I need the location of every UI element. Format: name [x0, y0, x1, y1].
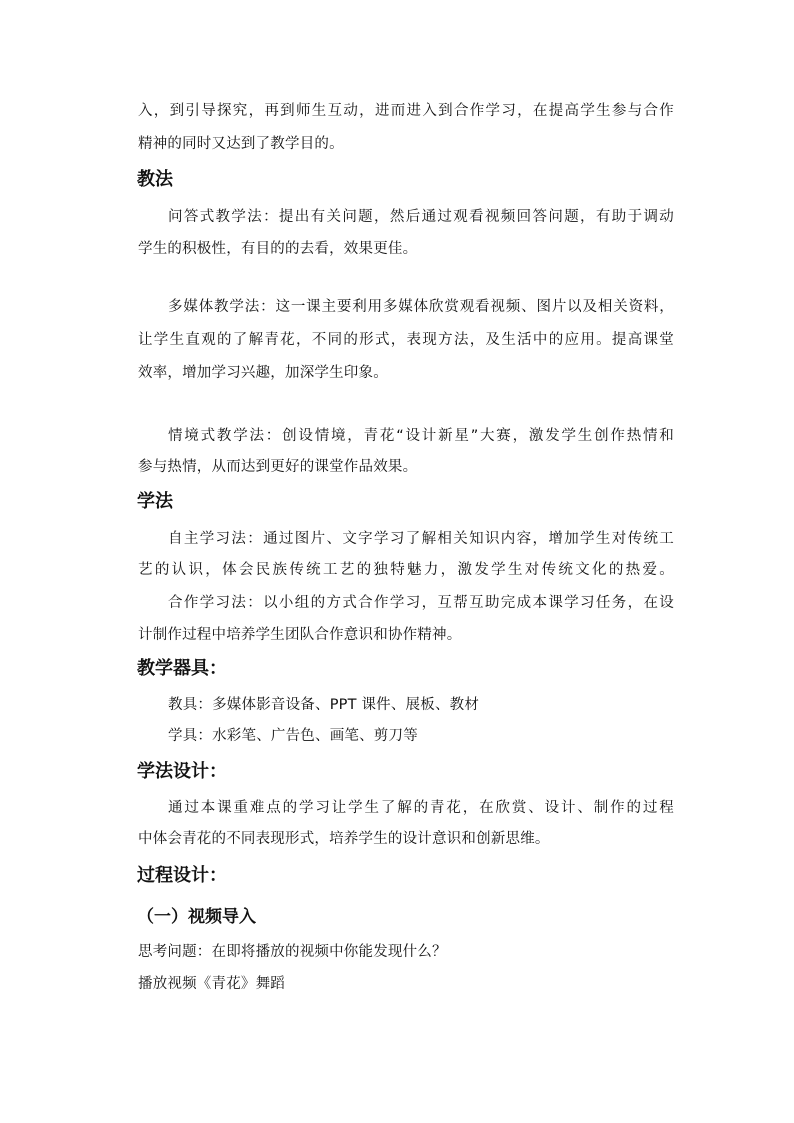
intro-line-1: 入，到引导探究，再到师生互动，进而进入到合作学习，在提高学生参与合作 — [138, 103, 674, 119]
situational-method-line-2: 参与热情，从而达到更好的课堂作品效果。 — [138, 459, 418, 475]
self-study-line-1: 自主学习法：通过图片、文字学习了解相关知识内容，增加学生对传统工 — [168, 531, 674, 547]
qa-method-line-2: 学生的积极性，有目的的去看，效果更佳。 — [138, 241, 418, 257]
study-design-heading: 学法设计： — [137, 761, 227, 782]
study-design-line-1: 通过本课重难点的学习让学生了解的青花，在欣赏、设计、制作的过程 — [168, 800, 674, 816]
multimedia-method-line-3: 效率，增加学习兴趣，加深学生印象。 — [138, 365, 388, 381]
situational-method-line-1: 情境式教学法：创设情境，青花“设计新星”大赛，激发学生创作热情和 — [168, 428, 674, 444]
video-question: 思考问题：在即将播放的视频中你能发现什么？ — [138, 944, 447, 960]
cooperative-study-line-1: 合作学习法：以小组的方式合作学习，互帮互助完成本课学习任务，在设 — [168, 595, 674, 611]
teaching-method-heading: 教法 — [137, 169, 173, 190]
video-intro-heading: （一）视频导入 — [137, 907, 256, 927]
intro-line-2: 精神的同时又达到了教学目的。 — [138, 136, 344, 152]
study-design-line-2: 中体会青花的不同表现形式，培养学生的设计意识和创新思维。 — [138, 831, 550, 847]
video-play: 播放视频《青花》舞蹈 — [138, 976, 285, 992]
process-design-heading: 过程设计： — [137, 865, 227, 886]
multimedia-method-line-1: 多媒体教学法：这一课主要利用多媒体欣赏观看视频、图片以及相关资料， — [168, 299, 674, 315]
cooperative-study-line-2: 计制作过程中培养学生团队合作意识和协作精神。 — [138, 627, 462, 643]
self-study-line-2: 艺的认识，体会民族传统工艺的独特魅力，激发学生对传统文化的热爱。 — [138, 562, 674, 578]
learning-method-heading: 学法 — [137, 491, 173, 512]
qa-method-line-1: 问答式教学法：提出有关问题，然后通过观看视频回答问题，有助于调动 — [168, 209, 674, 225]
teaching-tools-heading: 教学器具： — [137, 658, 227, 679]
teacher-tools: 教具：多媒体影音设备、PPT 课件、展板、教材 — [168, 697, 480, 713]
multimedia-method-line-2: 让学生直观的了解青花，不同的形式，表现方法，及生活中的应用。提高课堂 — [138, 332, 674, 348]
student-tools: 学具：水彩笔、广告色、画笔、剪刀等 — [168, 728, 418, 744]
